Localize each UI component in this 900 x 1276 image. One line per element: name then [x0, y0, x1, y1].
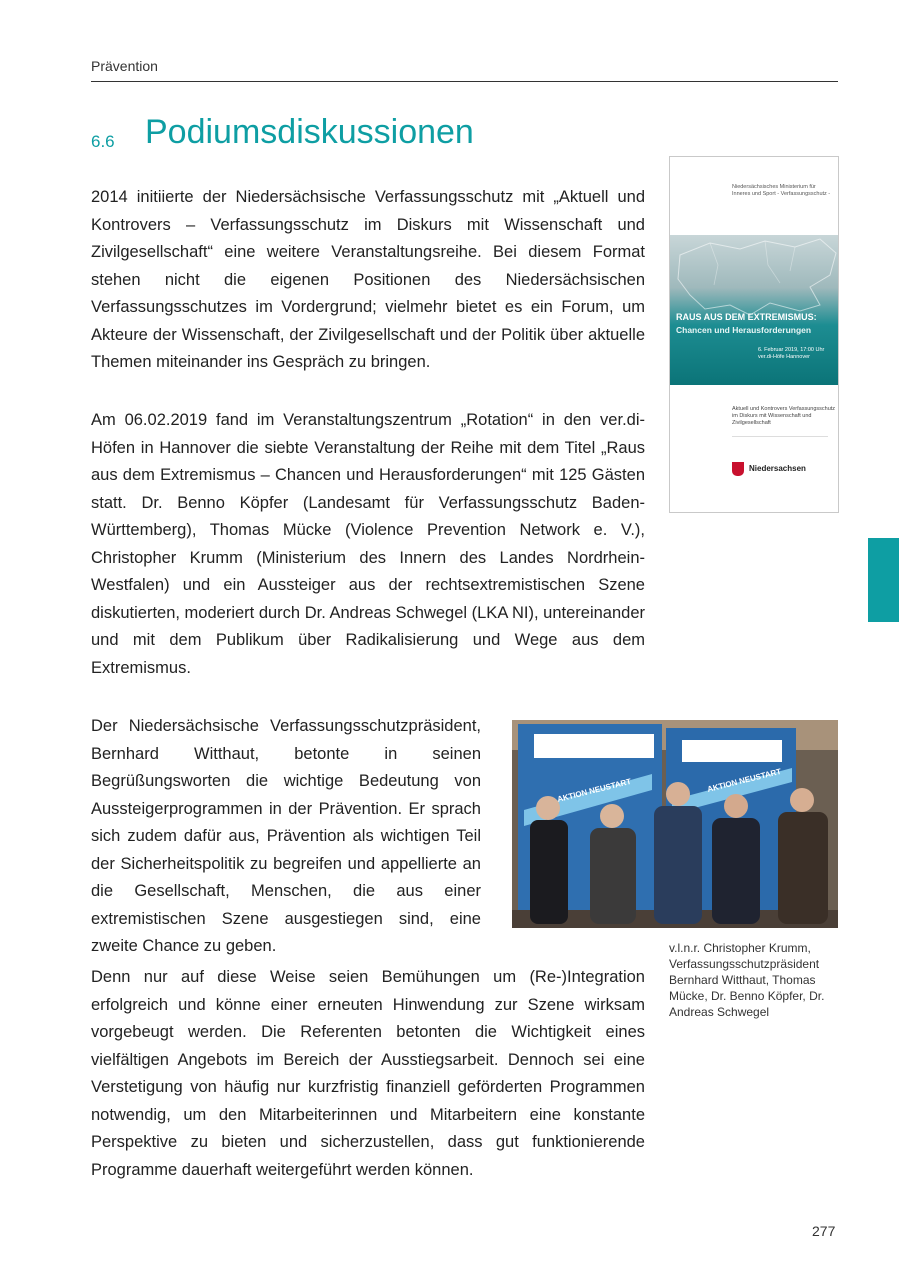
map-outline-graphic: [670, 235, 838, 385]
paragraph-event: Am 06.02.2019 fand im Veranstaltungszentrum „Rotation“ in den ver.di-Höfen in Hannover die siebte Veranstaltung der Reihe mit dem Titel „Raus aus dem Extremismus – Chancen und Herausforderungen“ mit 125 Gästen statt. Dr. Benno Köpfer (Landesamt für Verfassungsschutz Baden-Württemberg), Thomas Mücke (Violence Prevention Network e. V.), Christopher Krumm (Ministerium des Innern des Landes Nordrhein-Westfalen) und ein Aussteiger aus der rechtsextremistischen Szene diskutierten, moderiert durch Dr. Andreas Schwegel (LKA NI), untereinander und mit dem Publikum über Radikalisierung und Wege aus dem Extremismus.: [91, 411, 645, 677]
flyer-event-date: 6. Februar 2019, 17:00 Uhr ver.di-Höfe Hannover: [758, 347, 825, 360]
event-flyer-image: [669, 156, 839, 513]
niedersachsen-logo-icon: [732, 462, 744, 476]
photo-caption: v.l.n.r. Christopher Krumm, Verfassungsschutzpräsident Bernhard Witthaut, Thomas Mücke, Dr. Benno Köpfer, Dr. Andreas Schwegel: [669, 941, 825, 1019]
paragraph-conclusion: Denn nur auf diese Weise seien Bemühungen um (Re-)Integration erfolgreich und könne einer erneuten Hinwendung zur Szene wirksam vorgebeugt werden. Die Referenten betonten die Wichtigkeit eines vielfältigen Angebots im Bereich der Ausstiegsarbeit. Dennoch sei eine Verstetigung von häufig nur kurzfristig finanziell geförderten Programmen notwendig, um den Mitarbeiterinnen und Mitarbeitern eine konstante Perspektive zu bieten und sicherzustellen, dass gut funktionierende Programme dauerhaft weitergeführt werden können.: [91, 968, 645, 1179]
paragraph-welcome: Der Niedersächsische Verfassungsschutzpräsident, Bernhard Witthaut, betonte in seinen Begrüßungsworten die wichtige Bedeutung von Aussteigerprogrammen in der Prävention. Er sprach sich zudem dafür aus, Prävention als wichtigen Teil der Sicherheitspolitik zu begreifen und appellierte an die Gesellschaft, Menschen, die aus einer extremistischen Szene ausgestiegen sind, eine zweite Chance zu geben.: [91, 717, 481, 955]
section-number: 6.6: [91, 132, 115, 151]
header-rule: [91, 81, 838, 82]
paragraph-intro: 2014 initiierte der Niedersächsische Verfassungsschutz mit „Aktuell und Kontrovers – Verfassungsschutz im Diskurs mit Wissenschaft und Zivilgesellschaft“ eine weitere Veranstaltungsreihe. Bei diesem Format stehen nicht die eigenen Positionen des Niedersächsischen Verfassungsschutzes im Vordergrund; vielmehr bietet es ein Forum, um Akteure der Wissenschaft, der Zivilgesellschaft und der Politik über aktuelle Themen miteinander ins Gespräch zu bringen.: [91, 188, 645, 371]
banner-text-left: AKTION NEUSTART: [556, 776, 633, 804]
chapter-tab: [868, 538, 899, 622]
group-photo-graphic: [512, 720, 838, 928]
running-header: Prävention: [91, 58, 158, 74]
banner-text-right: AKTION NEUSTART: [706, 766, 783, 794]
flyer-event-title: RAUS AUS DEM EXTREMISMUS:: [676, 312, 817, 322]
flyer-divider: [732, 436, 828, 437]
flyer-series: Aktuell und Kontrovers Verfassungsschutz im Diskurs mit Wissenschaft und Zivilgesellschaft: [732, 406, 836, 426]
flyer-map-band: [670, 235, 838, 385]
flyer-logo-text: Niedersachsen: [749, 464, 806, 473]
section-title: Podiumsdiskussionen: [145, 113, 474, 151]
group-photo: [512, 720, 838, 928]
page-number: 277: [812, 1223, 836, 1239]
flyer-ministry: Niedersächsisches Ministerium für Inneres und Sport - Verfassungsschutz -: [732, 184, 831, 197]
flyer-event-subtitle: Chancen und Herausforderungen: [676, 325, 812, 335]
